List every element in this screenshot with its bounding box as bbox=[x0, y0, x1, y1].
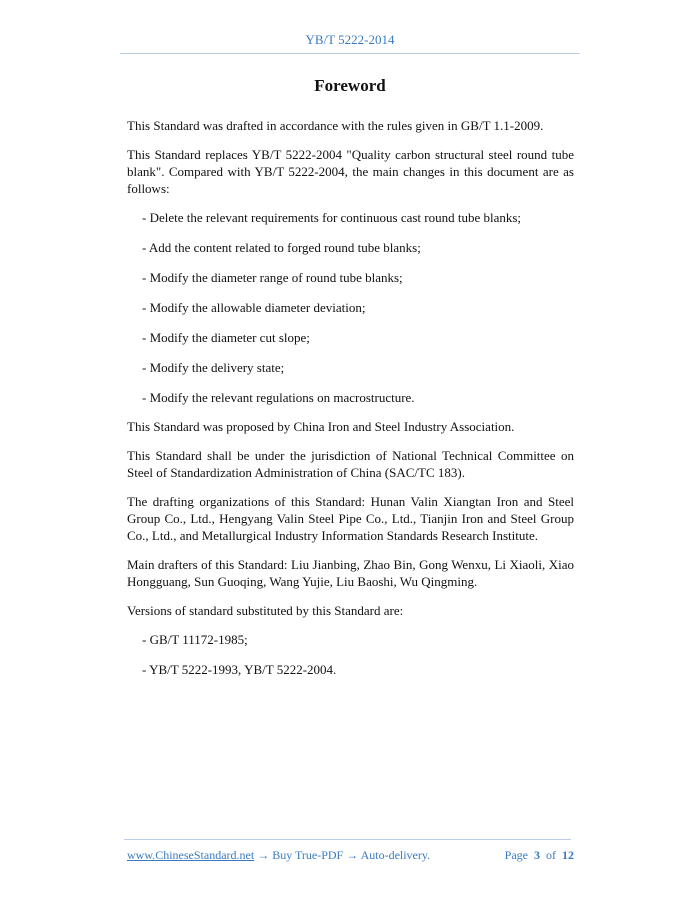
paragraph-replaces: This Standard replaces YB/T 5222-2004 "Quality carbon structural steel round tube blank". Compared with YB/T 5222-2004, the main changes in this document are as follows: bbox=[127, 147, 574, 196]
list-item: - Modify the diameter cut slope; bbox=[142, 330, 310, 345]
page-current: 3 bbox=[534, 848, 540, 862]
page-of: of bbox=[546, 848, 556, 862]
list-item: - GB/T 11172-1985; bbox=[142, 632, 248, 647]
page-title: Foreword bbox=[314, 76, 386, 95]
list-item: - Modify the delivery state; bbox=[142, 360, 285, 375]
list-item: - Modify the allowable diameter deviation; bbox=[142, 300, 366, 315]
page-label: Page bbox=[504, 848, 528, 862]
paragraph-drafting-organizations: The drafting organizations of this Standard: Hunan Valin Xiangtan Iron and Steel Group Co., Ltd., Hengyang Valin Steel Pipe Co., Ltd., Tianjin Iron and Steel Group Co., Ltd., and Metallurgical Industry Information Standards Research Institute. bbox=[127, 494, 574, 543]
page-total: 12 bbox=[562, 848, 574, 862]
paragraph-proposed-by: This Standard was proposed by China Iron and Steel Industry Association. bbox=[127, 419, 515, 434]
paragraph-jurisdiction: This Standard shall be under the jurisdiction of National Technical Committee on Steel of Standardization Administration of China (SAC/TC 183). bbox=[127, 448, 574, 480]
list-item: - Modify the relevant regulations on macrostructure. bbox=[142, 390, 415, 405]
header-divider bbox=[120, 53, 580, 54]
page-header: YB/T 5222-2014 bbox=[305, 32, 395, 47]
footer-divider bbox=[124, 839, 571, 840]
paragraph-drafting-rules: This Standard was drafted in accordance with the rules given in GB/T 1.1-2009. bbox=[127, 118, 544, 133]
page-footer bbox=[127, 848, 574, 863]
list-item: - Modify the diameter range of round tube blanks; bbox=[142, 270, 403, 285]
page-number bbox=[505, 848, 574, 863]
document-body bbox=[127, 117, 574, 691]
list-item: - Add the content related to forged round tube blanks; bbox=[142, 240, 421, 255]
paragraph-main-drafters: Main drafters of this Standard: Liu Jianbing, Zhao Bin, Gong Wenxu, Li Xiaoli, Xiao Hongguang, Sun Guoqing, Wang Yujie, Liu Baoshi, Wu Qingming. bbox=[127, 557, 574, 589]
promo-text: → Buy True-PDF → Auto-delivery. bbox=[254, 848, 431, 862]
list-item: - Delete the relevant requirements for continuous cast round tube blanks; bbox=[142, 210, 522, 225]
list-item: - YB/T 5222-1993, YB/T 5222-2004. bbox=[142, 662, 337, 677]
paragraph-versions-intro: Versions of standard substituted by this Standard are: bbox=[127, 603, 404, 618]
website-link[interactable]: www.ChineseStandard.net bbox=[127, 848, 255, 862]
